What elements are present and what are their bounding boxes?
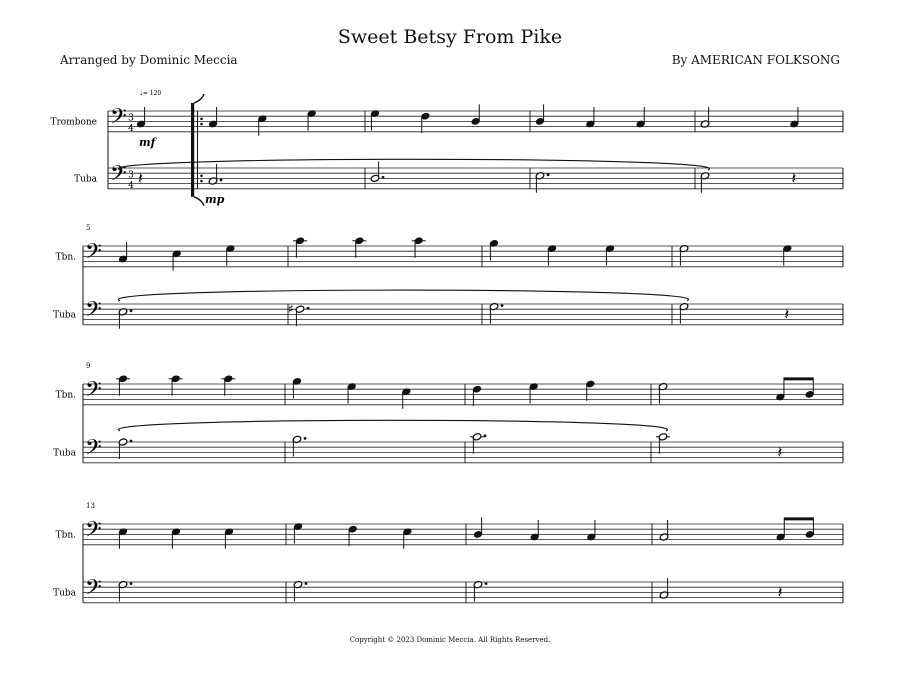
- quarter-rest: 𝄽: [784, 304, 790, 324]
- augmentation-dot: [130, 309, 133, 312]
- tuba-label: Tuba: [53, 310, 76, 321]
- trombone-label: Tbn.: [55, 390, 76, 401]
- score-title: Sweet Betsy From Pike: [337, 26, 563, 48]
- copyright-notice: Copyright © 2023 Dominic Meccia. All Rights Reserved.: [349, 636, 551, 644]
- measure-number: 13: [86, 502, 95, 510]
- repeat-dot: [200, 175, 203, 178]
- quarter-rest: 𝄽: [138, 168, 143, 188]
- augmentation-dot: [305, 582, 308, 585]
- tuba-label: Tuba: [53, 588, 76, 599]
- augmentation-dot: [130, 440, 133, 443]
- bass-clef: 𝄢: [85, 575, 102, 606]
- bass-clef: 𝄢: [85, 377, 102, 408]
- augmentation-dot: [382, 176, 385, 179]
- measure-number: 5: [86, 224, 91, 232]
- tempo-marking: ♩= 120: [140, 90, 162, 97]
- dynamic-trombone: mf: [139, 135, 156, 149]
- time-signature-bottom: 4: [128, 180, 134, 191]
- augmentation-dot: [547, 173, 550, 176]
- trombone-label: Tbn.: [55, 252, 76, 263]
- arranger-credit: Arranged by Dominic Meccia: [60, 53, 238, 67]
- tie-curve: [118, 420, 667, 431]
- augmentation-dot: [484, 434, 487, 437]
- repeat-dot: [200, 118, 203, 121]
- trombone-label: Trombone: [50, 117, 97, 128]
- tie-curve: [118, 290, 688, 301]
- bracket-bottom: [194, 197, 204, 206]
- time-signature-top: 3: [128, 113, 134, 124]
- bass-clef: 𝄢: [85, 517, 102, 548]
- augmentation-dot: [220, 179, 223, 182]
- augmentation-dot: [501, 304, 504, 307]
- quarter-rest: 𝄽: [791, 168, 797, 188]
- bass-clef: 𝄢: [110, 104, 127, 135]
- dynamic-tuba: mp: [205, 192, 225, 206]
- bass-clef: 𝄢: [110, 161, 127, 192]
- repeat-thick-bar: [191, 103, 194, 197]
- bass-clef: 𝄢: [85, 435, 102, 466]
- quarter-rest: 𝄽: [777, 442, 783, 462]
- tuba-label: Tuba: [74, 174, 97, 185]
- augmentation-dot: [485, 582, 488, 585]
- measure-number: 9: [86, 362, 91, 370]
- quarter-rest: 𝄽: [777, 582, 783, 602]
- bracket-top: [194, 94, 204, 103]
- composer-credit: By AMERICAN FOLKSONG: [671, 53, 840, 67]
- bass-clef: 𝄢: [85, 239, 102, 270]
- time-signature-bottom: 4: [128, 123, 134, 134]
- tuba-label: Tuba: [53, 448, 76, 459]
- augmentation-dot: [304, 437, 307, 440]
- bass-clef: 𝄢: [85, 297, 102, 328]
- trombone-label: Tbn.: [55, 530, 76, 541]
- time-signature-top: 3: [128, 170, 134, 181]
- sharp-accidental: ♯: [288, 302, 294, 317]
- repeat-dot: [200, 123, 203, 126]
- augmentation-dot: [130, 582, 133, 585]
- augmentation-dot: [307, 307, 310, 310]
- repeat-dot: [200, 180, 203, 183]
